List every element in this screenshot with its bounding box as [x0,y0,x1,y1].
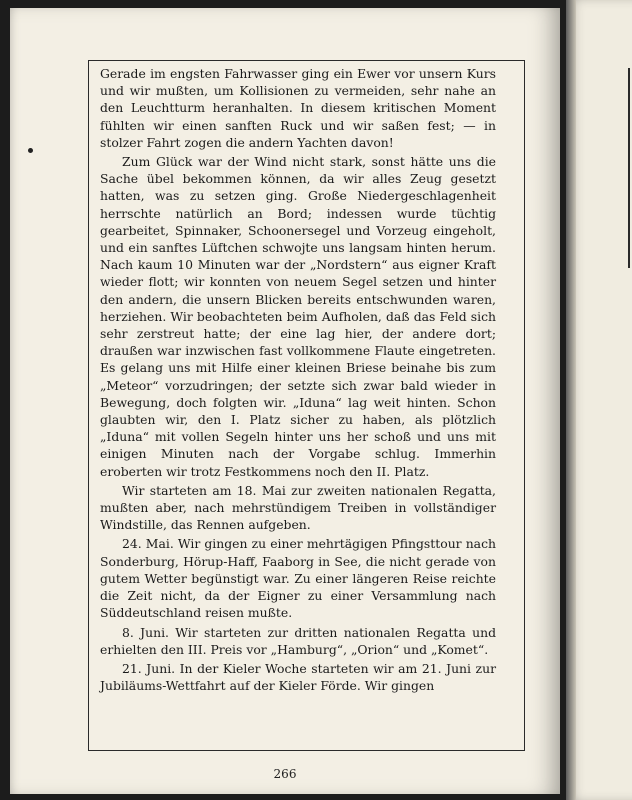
paragraph: Wir starteten am 18. Mai zur zweiten nationalen Regatta, mußten aber, nach mehrstündigem Treiben in vollständiger Windstille, das Rennen aufgeben. [100,482,496,533]
paragraph: Gerade im engsten Fahrwasser ging ein Ewer vor unsern Kurs und wir mußten, um Kollisionen zu vermeiden, sehr nahe an den Leuchtturm heranhalten. In diesem kritischen Moment fühlten wir einen sanften Ruck und wir saßen fest; — in stolzer Fahrt zogen die andern Yachten davon! [100,66,496,150]
adjacent-page-frame-line [628,68,630,268]
body-text [100,65,496,694]
ink-spot [28,148,33,153]
paragraph: 8. Juni. Wir starteten zur dritten nationalen Regatta und erhielten den III. Preis vor „Hamburg“, „Orion“ und „Komet“. [100,624,496,657]
page-number: 266 [273,767,297,781]
adjacent-page-edge [566,0,632,800]
paragraph: 24. Mai. Wir gingen zu einer mehrtägigen Pfingsttour nach Sonderburg, Hörup-Haff, Faaborg in See, die nicht gerade von gutem Wetter begünstigt war. Zu einer längeren Reise reichte die Zeit nicht, da der Eigner zu einer Versammlung nach Süddeutschland reisen mußte. [100,536,496,621]
paragraph: Zum Glück war der Wind nicht stark, sonst hätte uns die Sache übel bekommen können, da wir alles Zeug gesetzt hatten, was zu setzen ging. Große Niedergeschlagenheit herrschte natürlich an Bord; indessen wurde tüchtig gearbeitet, Spinnaker, Schoonersegel und Vorzeug eingeholt, und ein sanftes Lüftchen schwojte uns langsam hinten herum. Nach kaum 10 Minuten war der „Nordstern“ aus eigner Kraft wieder flott; wir konnten von neuem Segel setzen und hinter den andern, die unsern Blicken bereits entschwunden waren, herziehen. Wir beobachteten beim Aufholen, daß das Feld sich sehr zerstreut hatte; der eine lag hier, der andere dort; draußen war inzwischen fast vollkommene Flaute eingetreten. Es gelang uns mit Hilfe einer kleinen Briese beinahe bis zum „Meteor“ vorzudringen; der setzte sich zwar bald wieder in Bewegung, doch folgten wir. „Iduna“ lag weit hinten. Schon glaubten wir, den I. Platz sicher zu haben, als plötzlich „Iduna“ mit vollen Segeln hinter uns her schoß und uns mit einigen Minuten nach der Vorgabe schlug. Immerhin eroberten wir trotz Festkommens noch den II. Platz. [100,154,496,479]
binding-shadow [566,0,576,800]
paragraph: 21. Juni. In der Kieler Woche starteten wir am 21. Juni zur Jubiläums-Wettfahrt auf der Kieler Förde. Wir gingen [100,660,496,694]
